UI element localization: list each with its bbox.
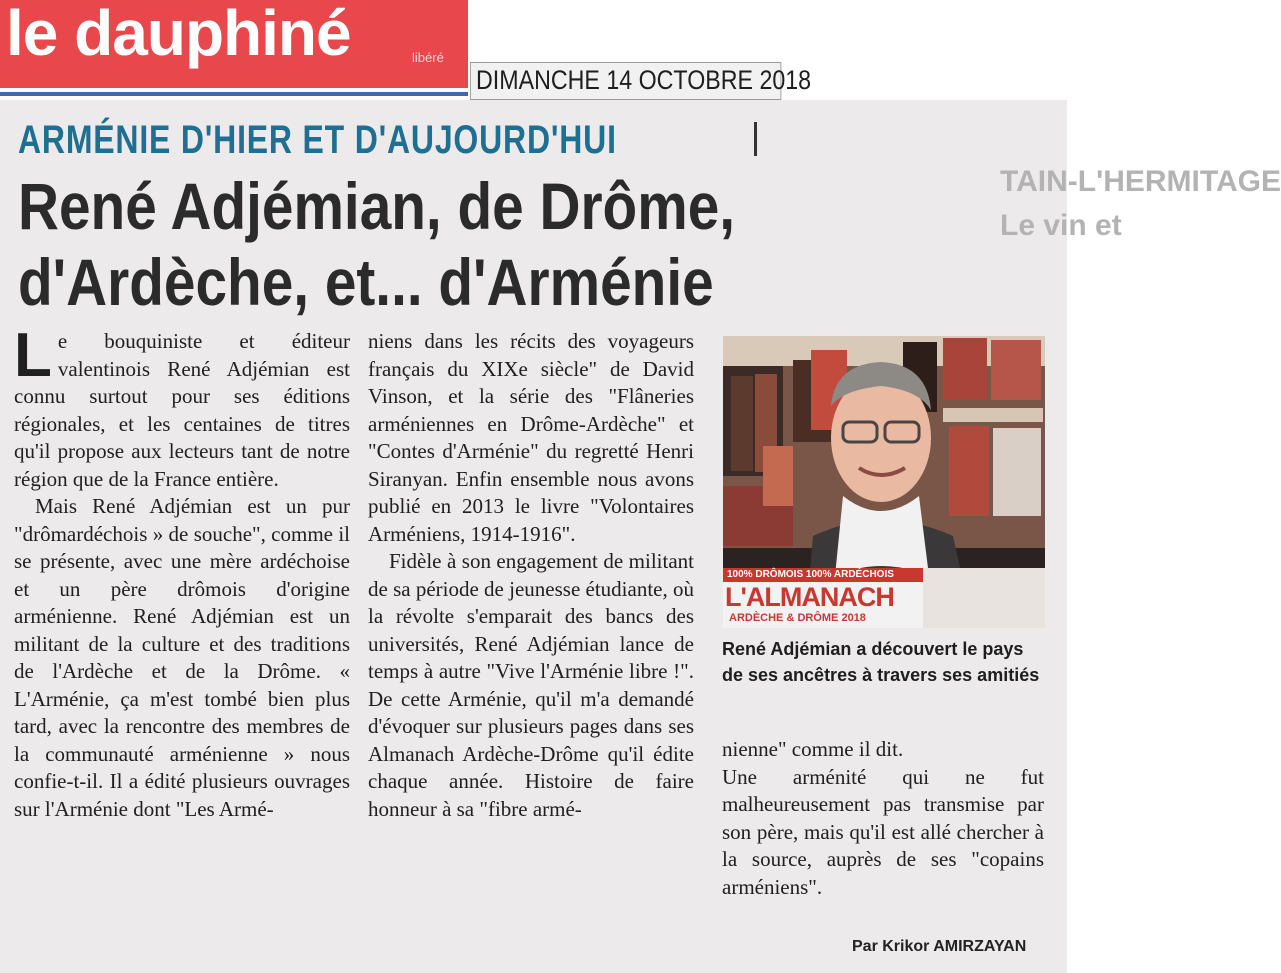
paragraph-3: niens dans les récits des voyageurs français du XIXe siècle" de David Vinson, et la série des "Flâneries arméniennes en Drôme-Ardèche" et "Contes d'Arménie" du regretté Henri Siranyan. Enfin ensemble nous avons publié en 2013 le livre "Volontaires Arméniens, 1914-1916".	[368, 329, 694, 546]
masthead-rule	[0, 92, 468, 96]
neighbor-article-bleed	[1000, 160, 1281, 310]
masthead-name: le dauphiné	[6, 0, 351, 69]
photo-caption: René Adjémian a découvert le pays de ses ancêtres à travers ses amitiés	[722, 639, 1040, 685]
column-3	[722, 736, 1044, 901]
headline-line-1: René Adjémian, de Drôme,	[18, 169, 736, 243]
paragraph-2: Mais René Adjémian est un pur "drômardéchois » de souche", comme il se présente, avec une mère ardéchoise et un père drômois d'origine arménienne. René Adjémian est un militant de la culture et des traditions de l'Ardèche et de la Drôme. « L'Arménie, ça m'est tombé bien plus tard, avec la rencontre des membres de la communauté arménienne » nous confie-t-il. Il a édité plusieurs ouvrages sur l'Arménie dont "Les Armé-	[14, 494, 350, 821]
almanach-top: 100% DRÔMOIS 100% ARDÉCHOIS	[727, 569, 894, 580]
column-1	[14, 321, 350, 823]
masthead-logo	[0, 0, 468, 88]
paragraph-1-text: e bouquiniste et éditeur valentinois René Adjémian est connu surtout pour ses éditions régionales, et les centaines de titres qu'il propose aux lecteurs tant de notre région que de la France entière.	[14, 329, 350, 491]
column-2	[368, 328, 694, 823]
paragraph-5: nienne" comme il dit.	[722, 737, 904, 761]
almanach-sub: ARDÈCHE & DRÔME 2018	[729, 612, 866, 624]
headline	[18, 168, 735, 320]
almanach-title: L'ALMANACH	[725, 582, 894, 612]
neighbor-line-2: Le vin et	[1000, 209, 1122, 242]
dateline: DIMANCHE 14 OCTOBRE 2018	[470, 62, 781, 100]
neighbor-line-1: TAIN-L'HERMITAGE	[1000, 165, 1281, 198]
byline: Par Krikor AMIRZAYAN	[852, 938, 1027, 955]
scan-background	[840, 0, 1067, 112]
masthead-sub: libéré	[412, 50, 444, 65]
paragraph-1	[14, 321, 350, 493]
drop-cap: L	[14, 321, 52, 390]
kicker: ARMÉNIE D'HIER ET D'AUJOURD'HUI	[18, 118, 617, 162]
headline-line-2: d'Ardèche, et... d'Arménie	[18, 245, 714, 319]
article-photo	[723, 336, 1045, 628]
paragraph-4: Fidèle à son engagement de militant de sa période de jeunesse étudiante, où la révolte s'emparait des bancs des universités, René Adjémian lance de temps à autre "Vive l'Arménie libre !". De cette Arménie, qu'il m'a demandé d'évoquer sur plusieurs pages dans ses Almanach Ardèche-Drôme qu'il édite chaque année. Histoire de faire honneur à sa "fibre armé-	[368, 549, 694, 821]
paragraph-6: Une arménité qui ne fut malheureusement pas transmise par son père, mais qu'il est allé chercher à la source, auprès de ses "copains arméniens".	[722, 764, 1044, 899]
kicker-divider	[754, 122, 757, 156]
